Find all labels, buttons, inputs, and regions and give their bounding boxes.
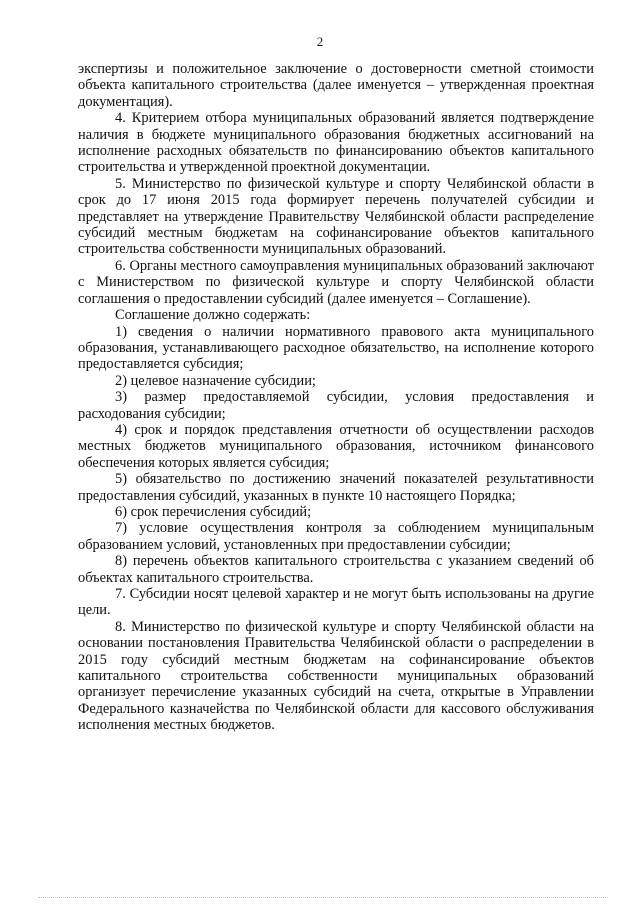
list-item-2: 2) целевое назначение субсидии; [115,372,316,389]
paragraph-7-targeted-use: 7. Субсидии носят целевой характер и не могут быть использованы на другие цели. [78,586,594,619]
document-body [78,61,594,734]
list-item-5: 5) обязательство по достижению значений показателей результативности предоставления субсидий, указанных в пункте 10 настоящего Порядка; [78,471,594,504]
paragraph-5-ministry-list: 5. Министерство по физической культуре и спорту Челябинской области в срок до 17 июня 2015 года формирует перечень получателей субсидии и представляет на утверждение Правительству Челябинской области распределение субсидий местным бюджетам на софинансирование объектов капитального строительства собственности муниципальных образований. [78,175,594,258]
list-item-1: 1) сведения о наличии нормативного правового акта муниципального образования, устанавливающего расходное обязательство, на исполнение которого предоставляется субсидия; [78,323,594,373]
list-item-8: 8) перечень объектов капитального строительства с указанием сведений об объектах капитального строительства. [78,553,594,586]
paragraph-agreement-contents-intro: Соглашение должно содержать: [115,307,311,324]
page-number: 2 [316,34,324,49]
list-item-6: 6) срок перечисления субсидий; [115,503,312,520]
paragraph-expertise-conclusion: экспертизы и положительное заключение о достоверности сметной стоимости объекта капитального строительства (далее именуется – утвержденная проектная документация). [78,61,594,110]
list-item-7: 7) условие осуществления контроля за соблюдением муниципальным образованием условий, установленных при предоставлении субсидии; [78,520,594,553]
paragraph-4-selection-criterion: 4. Критерием отбора муниципальных образований является подтверждение наличия в бюджете муниципального образования бюджетных ассигнований на исполнение расходных обязательств по финансированию объектов капитального строительства и утвержденной проектной документации. [78,110,594,176]
scan-footer-marks [38,897,608,901]
paragraph-8-transfer: 8. Министерство по физической культуре и спорту Челябинской области на основании постановления Правительства Челябинской области о распределении в 2015 году субсидий местным бюджетам на софинансирование объектов капитального строительства собственности муниципальных образований организует перечисление указанных субсидий на счета, открытые в Управлении Федерального казначейства по Челябинской области для кассового обслуживания исполнения местных бюджетов. [78,618,594,734]
paragraph-6-agreements: 6. Органы местного самоуправления муниципальных образований заключают с Министерством по физической культуре и спорту Челябинской области соглашения о предоставлении субсидий (далее именуется – Соглашение). [78,257,594,307]
list-item-3: 3) размер предоставляемой субсидии, условия предоставления и расходования субсидии; [78,389,594,422]
list-item-4: 4) срок и порядок представления отчетности об осуществлении расходов местных бюджетов муниципального образования, источником финансового обеспечения которых является субсидия; [78,421,594,471]
